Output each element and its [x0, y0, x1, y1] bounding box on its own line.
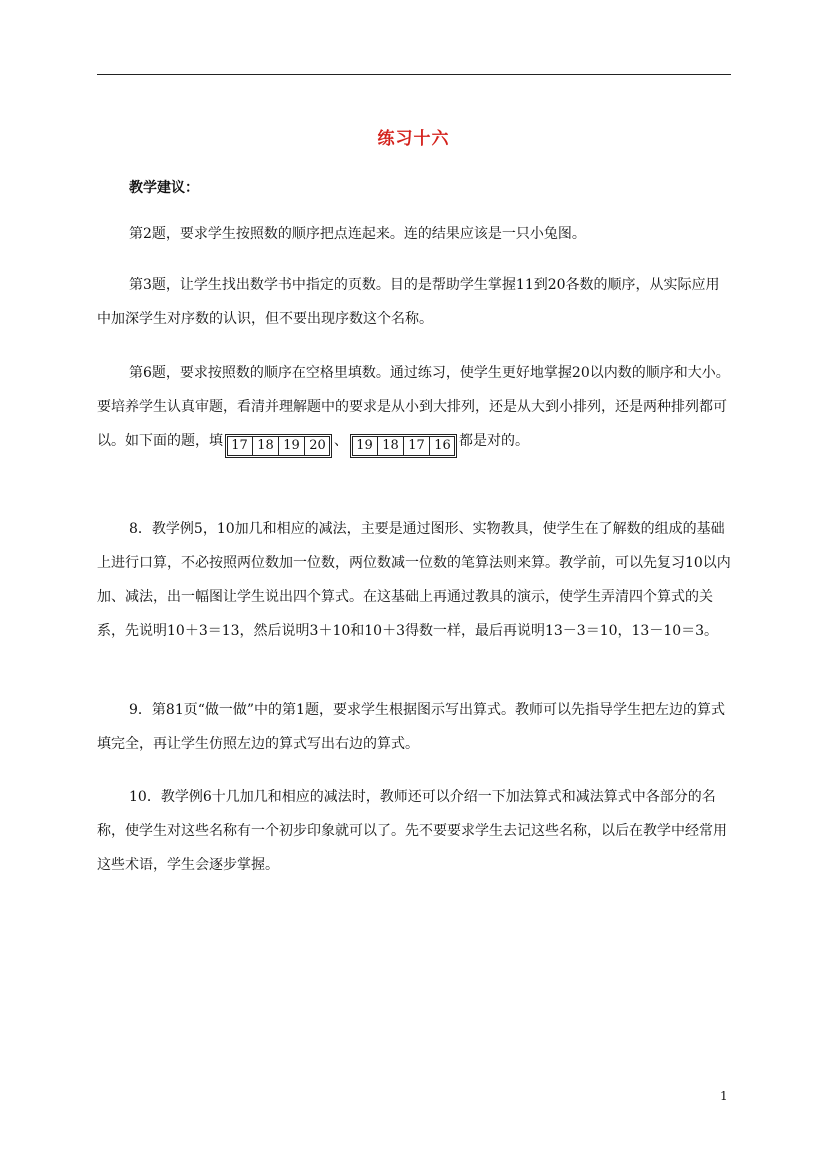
paragraph-3-text: [97, 356, 733, 458]
paragraph-3-tail: 都是对的。: [459, 433, 529, 449]
header-rule: [97, 74, 731, 75]
paragraph-3: [97, 356, 733, 458]
page-number: 1: [720, 1089, 728, 1103]
paragraph-4-text: 8．教学例5，10加几和相应的减法，主要是通过图形、实物教具，使学生在了解数的组成的基础上进行口算，不必按照两位数加一位数，两位数减一位数的笔算法则来算。教学前，可以先复习10以内加、减法，出一幅图让学生说出四个算式。在这基础上再通过教具的演示，使学生弄清四个算式的关系，先说明10＋3＝13，然后说明3＋10和10＋3得数一样，最后再说明13－3＝10，13－10＝3。: [97, 521, 731, 639]
seq-cell: 19: [352, 436, 378, 456]
number-sequence-descending: [350, 434, 457, 458]
paragraph-4: [97, 512, 733, 648]
seq-cell: 20: [309, 438, 326, 453]
seq-cell: 18: [253, 436, 279, 456]
seq-cell: 19: [279, 436, 305, 456]
seq-cell: 16: [434, 438, 451, 453]
section-heading: 教学建议：: [129, 180, 199, 196]
seq-cell: 17: [404, 436, 430, 456]
paragraph-6-text: 10．教学例6十几加几和相应的减法时，教师还可以介绍一下加法算式和减法算式中各部分的名称，使学生对这些名称有一个初步印象就可以了。先不要要求学生去记这些名称，以后在教学中经常用这些术语，学生会逐步掌握。: [97, 789, 727, 873]
paragraph-2-text: 第3题，让学生找出数学书中指定的页数。目的是帮助学生掌握11到20各数的顺序，从实际应用中加深学生对序数的认识，但不要出现序数这个名称。: [97, 277, 720, 327]
seq-cell: 18: [378, 436, 404, 456]
paragraph-2: [97, 268, 733, 336]
seq-cell: 17: [227, 436, 253, 456]
number-sequence-ascending: [225, 434, 332, 458]
paragraph-5: [97, 693, 733, 761]
paragraph-1: [97, 217, 733, 251]
paragraph-3-lead: 第6题，要求按照数的顺序在空格里填数。通过练习，使学生更好地掌握20以内数的顺序和大小。要培养学生认真审题，看清并理解题中的要求是从小到大排列，还是从大到小排列，还是两种排列都可以。如下面的题，填: [97, 365, 730, 449]
separator: 、: [334, 433, 348, 449]
paragraph-6: [97, 780, 733, 882]
page-title: 练习十六: [377, 129, 450, 149]
paragraph-1-text: 第2题，要求学生按照数的顺序把点连起来。连的结果应该是一只小兔图。: [129, 226, 586, 242]
paragraph-5-text: 9．第81页“做一做”中的第1题，要求学生根据图示写出算式。教师可以先指导学生把左边的算式填完全，再让学生仿照左边的算式写出右边的算式。: [97, 702, 725, 752]
